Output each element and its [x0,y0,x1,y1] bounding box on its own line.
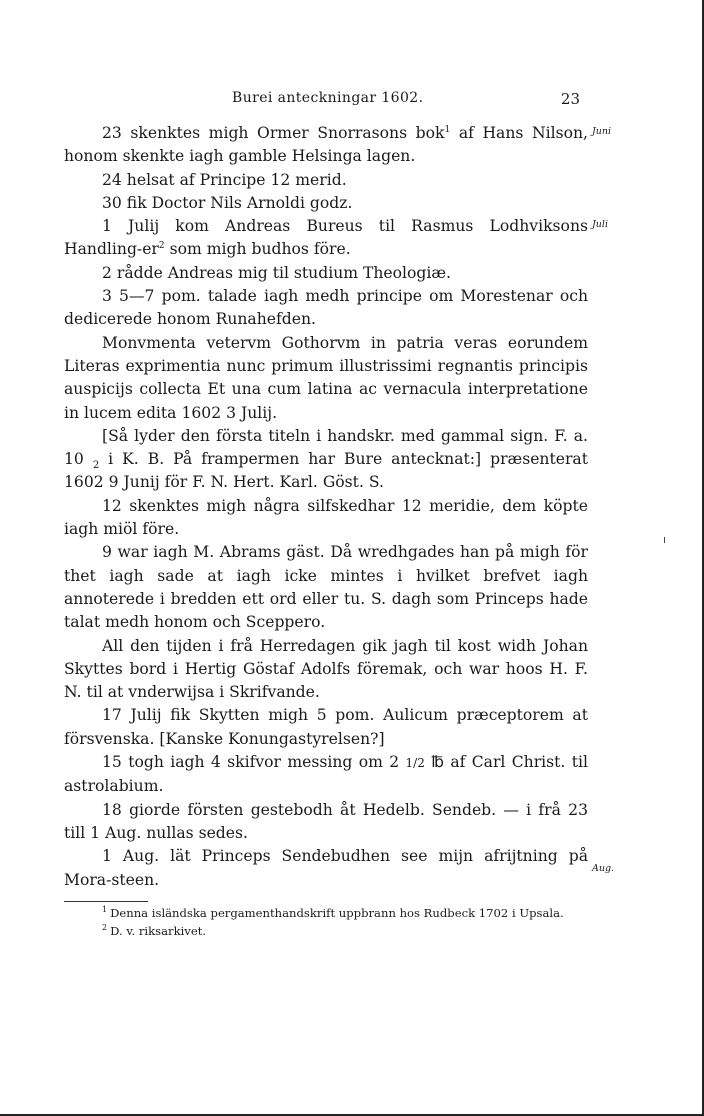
footnote-ref-2: 2 [158,241,165,252]
paragraph-entry: 18 giorde försten gestebodh åt Hedelb. Sendeb. — i frå 23 till 1 Aug. nullas sedes. [64,800,588,842]
footnote-ref-1: 1 [444,124,451,135]
footnote-2: $^2$ D. v. riksarkivet. [102,923,207,938]
margin-note-juli: Juli [592,219,609,230]
paragraph-entry: 17 Julij fik Skytten migh 5 pom. Aulicum præceptorem at försvenska. [Kanske Konungastyrelsen?] [64,706,588,748]
paragraph-entry: 3 5—7 pom. talade iagh medh principe om Morestenar och dedicerede honom Runahefden. [64,287,588,329]
paragraph-entry: 15 togh iagh 4 skifvor messing om 2 1/2 ℔ af Carl Christ. til astrolabium. [64,753,588,796]
paragraph-entry: 23 skenktes migh Ormer Snorrasons bok$^1$ af Hans Nilson, honom skenkte iagh gamble Helsinga lagen. [64,124,588,166]
paragraph-entry: 24 helsat af Principe 12 merid. [102,170,347,189]
page-number: 23 [560,90,580,108]
paragraph-entry: 30 fik Doctor Nils Arnoldi godz. [102,193,353,212]
paragraph-entry: 1 Julij kom Andreas Bureus til Rasmus Lodhviksons Handling-$er^2$ som migh budhos före. [64,217,588,259]
running-head-title: Burei anteckningar 1602. [232,90,424,106]
margin-note-aug: Aug. [592,863,615,874]
paragraph-entry: 1 Aug. lät Princeps Sendebudhen see mijn afrijtning på Mora-steen. [64,847,588,889]
paragraph-entry: All den tijden i frå Herredagen gik jagh til kost widh Johan Skyttes bord i Hertig Göstaf Adolfs föremak, och war hoos H. F. N. til at vnderwijsa i Skrifvande. [64,636,588,702]
margin-mark [664,537,665,543]
paragraph-entry: 9 war iagh M. Abrams gäst. Då wredhgades han på migh för thet iagh sade at iagh icke mintes i hvilket brefvet iagh annoterede i bredden ett ord eller tu. S. dagh som Princeps hade talat medh honom och Sceppero. [64,543,588,632]
footnote-1: $^1$ Denna isländska pergamenthandskrift uppbrann hos Rudbeck 1702 i Upsala. [102,905,564,920]
paragraph-entry: 12 skenktes migh några silfskedhar 12 meridie, dem köpte iagh miöl före. [64,496,588,539]
fraction: 1/2 [405,756,425,771]
paragraph-editor-note: [Så lyder den första titeln i handskr. med gammal sign. F. a. 10 $_2$ i K. B. På frampermen har Bure antecknat:] præsenterat 1602 9 Junij för F. N. Hert. Karl. Göst. S. [64,426,588,492]
footnote-divider [64,901,148,902]
body-text [64,122,588,892]
paragraph-latin-title: Monvmenta vetervm Gothorvm in patria veras eorundem Literas exprimentia nunc primum illustrissimi regnantis principis auspicijs collecta Et una cum latina ac vernacula interpretatione in lucem edita 1602 3 Julij. [64,333,588,422]
paragraph-entry: 2 rådde Andreas mig til studium Theologiæ. [102,263,452,282]
margin-note-juni: Juni [592,126,612,137]
running-head [64,90,588,110]
